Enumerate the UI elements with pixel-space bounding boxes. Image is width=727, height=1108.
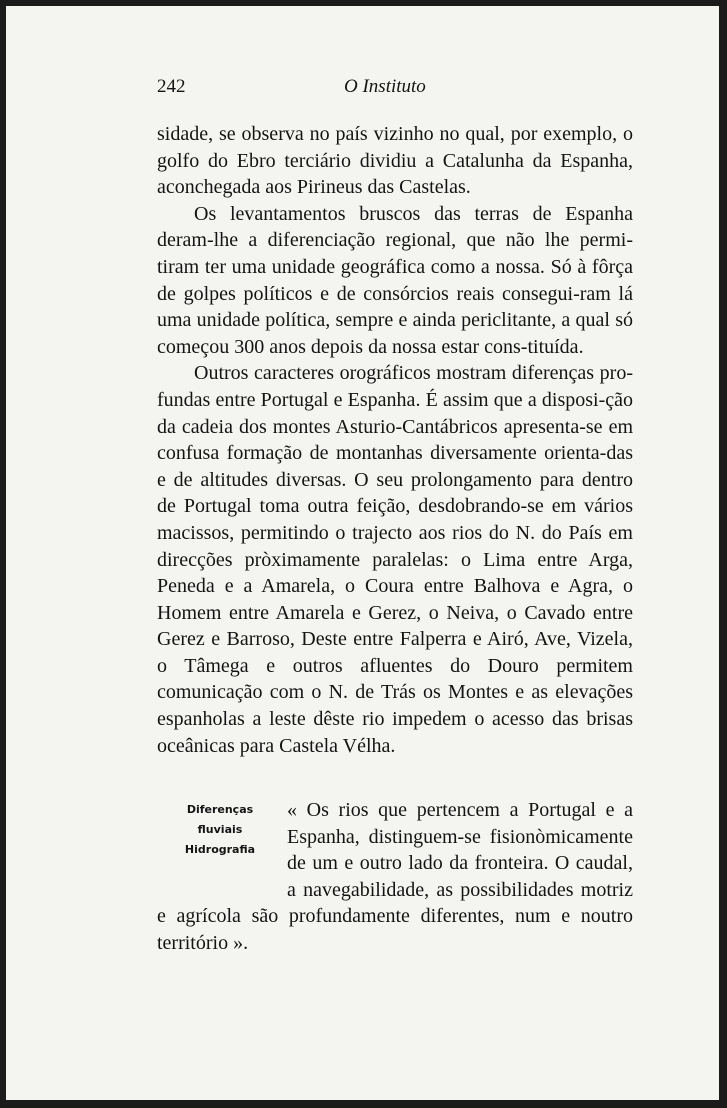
paragraph: Outros caracteres orográficos mostram diferenças pro-fundas entre Portugal e Espanha. É assim que a disposi-ção da cadeia dos montes Asturio-Cantábricos apresenta-se em confusa formação de montanhas diversamente orienta-das e de altitudes diversas. O seu prolongamento para dentro de Portugal toma outra feição, desdobrando-se em vários macissos, permitindo o trajecto aos rios do N. do País em direcções pròximamente paralelas: o Lima entre Arga, Peneda e a Amarela, o Coura entre Balhova e Agra, o Homem entre Amarela e Gerez, o Neiva, o Cavado entre Gerez e Barroso, Deste entre Falperra e Airó, Ave, Vizela, o Tâmega e outros afluentes do Douro permitem comunicação com o N. de Trás os Montes e as elevações espanholas a leste dêste rio impedem o acesso das brisas oceânicas para Castela Vélha.	[157, 362, 633, 757]
page	[6, 6, 719, 1100]
marginal-note-line: Hidrografia	[184, 843, 256, 856]
page-header	[157, 76, 633, 104]
marginal-note-line: fluviais	[197, 823, 243, 836]
running-title: O Instituto	[344, 76, 426, 97]
paragraph: Os levantamentos bruscos das terras de Espanha deram-lhe a diferenciação regional, que não lhe permi-tiram ter uma unidade geográfica como a nossa. Só à fôrça de golpes políticos e de consórcios reais consegui-ram lá uma unidade política, sempre e ainda periclitante, a qual só começou 300 anos depois da nossa estar cons-tituída.	[157, 202, 633, 358]
paragraph-continuation: sidade, se observa no país vizinho no qual, por exemplo, o golfo do Ebro terciário dividiu a Catalunha da Espanha, aconchegada aos Pirineus das Castelas.	[157, 123, 633, 199]
page-number: 242	[157, 76, 186, 97]
quoted-text	[157, 797, 633, 957]
quote-paragraph: « Os rios que pertencem a Portugal e a Espanha, distinguem-se fisionòmicamente de um e outro lado da fronteira. O caudal, a navegabilidade, as possibilidades motriz e agrícola são profundamente diferentes, num e noutro território ».	[157, 799, 633, 954]
marginal-note-line: Diferenças	[186, 803, 254, 816]
main-text	[157, 121, 633, 759]
